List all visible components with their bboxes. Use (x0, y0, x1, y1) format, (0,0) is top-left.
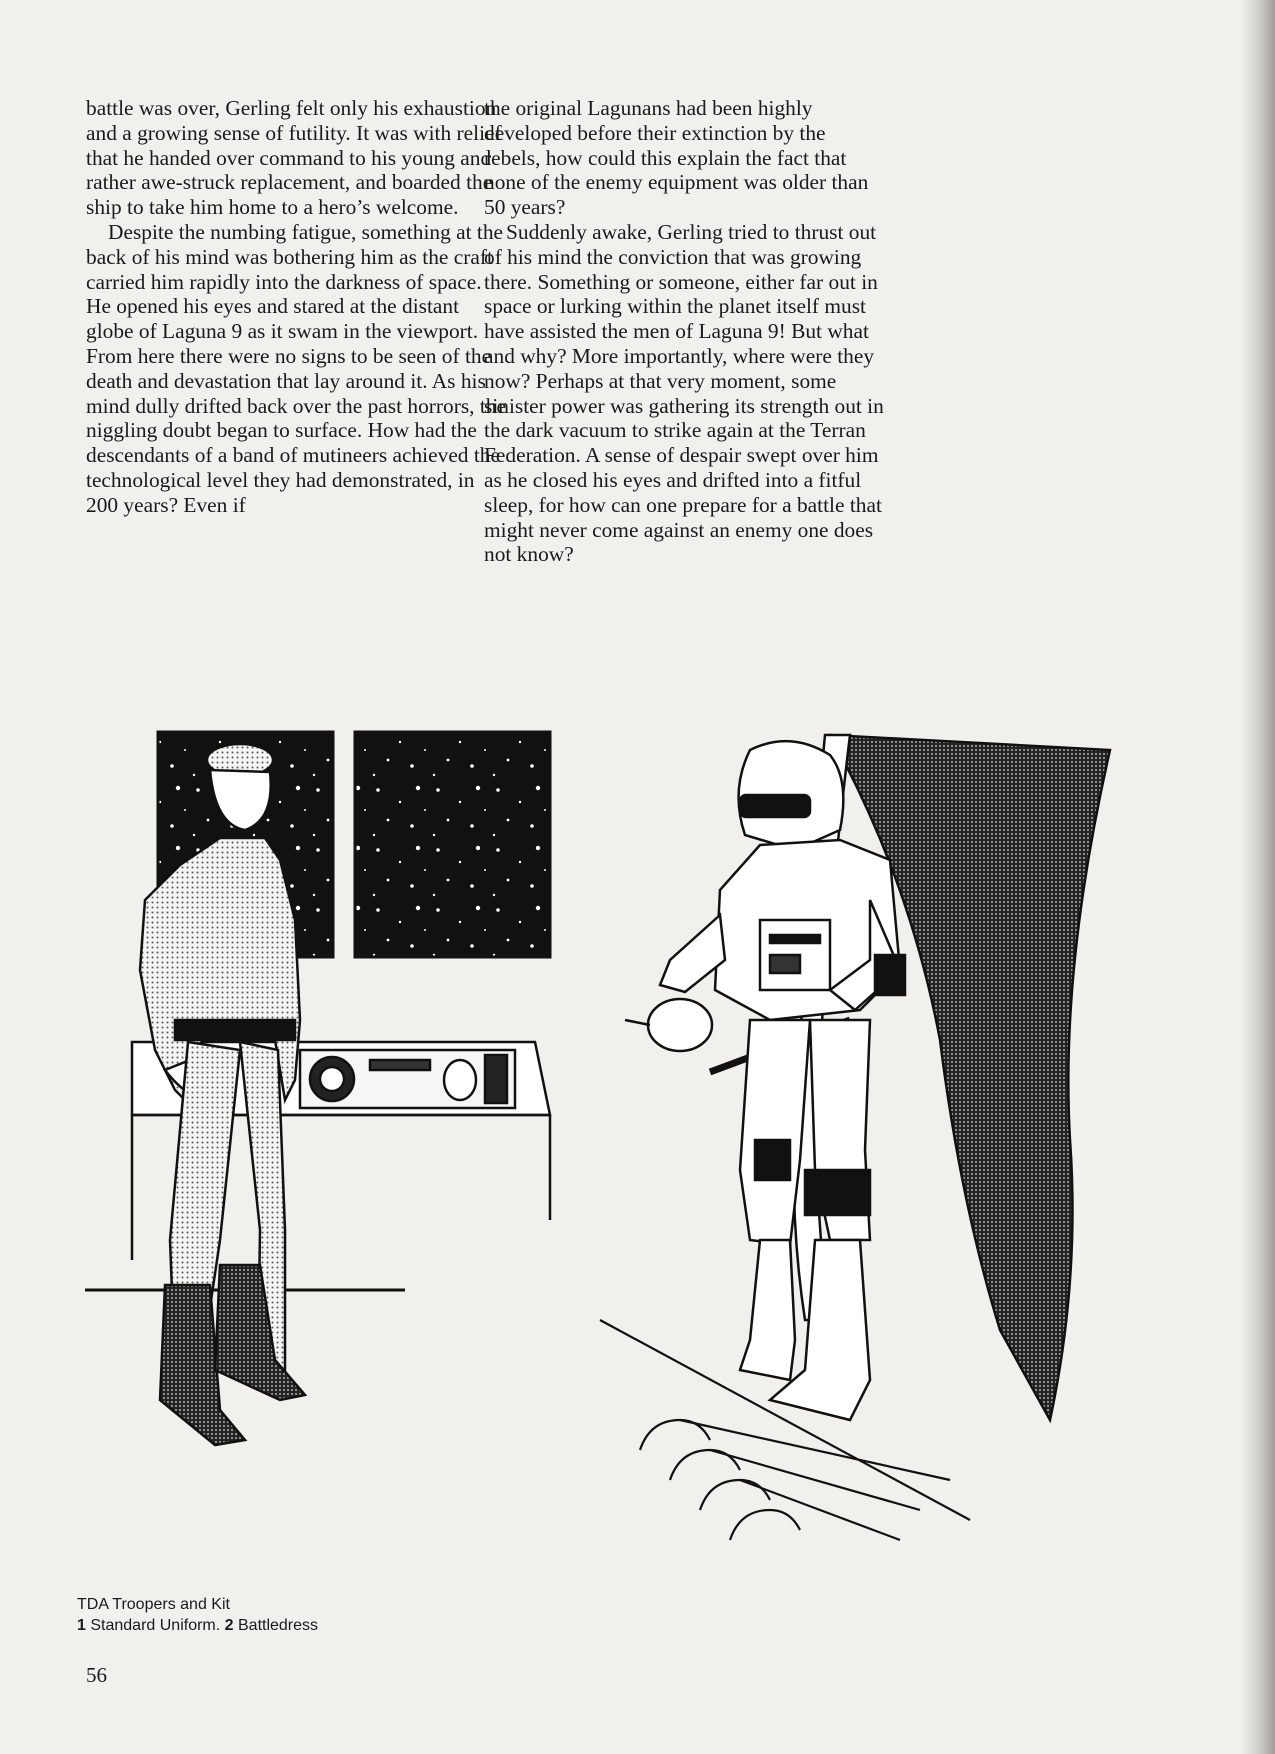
paragraph: Suddenly awake, Gerling tried to thrust out of his mind the conviction that was growing there. Something or someone, either far out in space or lurking within the planet itself must have assisted the men of Laguna 9! But what and why? More importantly, where were they now? Perhaps at that very moment, some sinister power was gathering its strength out in the dark vacuum to strike again at the Terran Federation. A sense of despair swept over him as he closed his eyes and drifted into a fitful sleep, for how can one prepare for a battle that might never come against an enemy one does not know? (484, 219, 884, 567)
text-column-right (484, 96, 884, 567)
caption-item-number: 2 (224, 1617, 234, 1634)
illustration-troopers (70, 720, 1130, 1570)
paragraph: the original Lagunans had been highly developed before their extinction by the rebels, how could this explain the fact that none of the enemy equipment was older than 50 years? (484, 96, 869, 220)
page-number: 56 (86, 1663, 107, 1687)
caption-item-number: 1 (77, 1617, 86, 1634)
caption-item-text: Battledress (233, 1617, 319, 1634)
page-edge-shadow (1241, 0, 1275, 1754)
caption-items (77, 1615, 318, 1636)
paragraph: battle was over, Gerling felt only his exhaustion and a growing sense of futility. It was with relief that he handed over command to his young and rather awe-struck replacement, and boarded the ship to take him home to a hero’s welcome. (86, 96, 502, 220)
paragraph: Despite the numbing fatigue, something at the back of his mind was bothering him as the craft carried him rapidly into the darkness of space. He opened his eyes and stared at the distant globe of Laguna 9 as it swam in the viewport. From here there were no signs to be seen of the death and devastation that lay around it. As his mind dully drifted back over the past horrors, the niggling doubt began to surface. How had the descendants of a band of mutineers achieved the technological level they had demonstrated, in 200 years? Even if (86, 219, 506, 517)
figure-caption (77, 1594, 318, 1636)
text-column-left (86, 96, 506, 518)
caption-title: TDA Troopers and Kit (77, 1596, 230, 1613)
caption-item-text: Standard Uniform. (85, 1617, 225, 1634)
battledress-trooper (625, 741, 905, 1420)
